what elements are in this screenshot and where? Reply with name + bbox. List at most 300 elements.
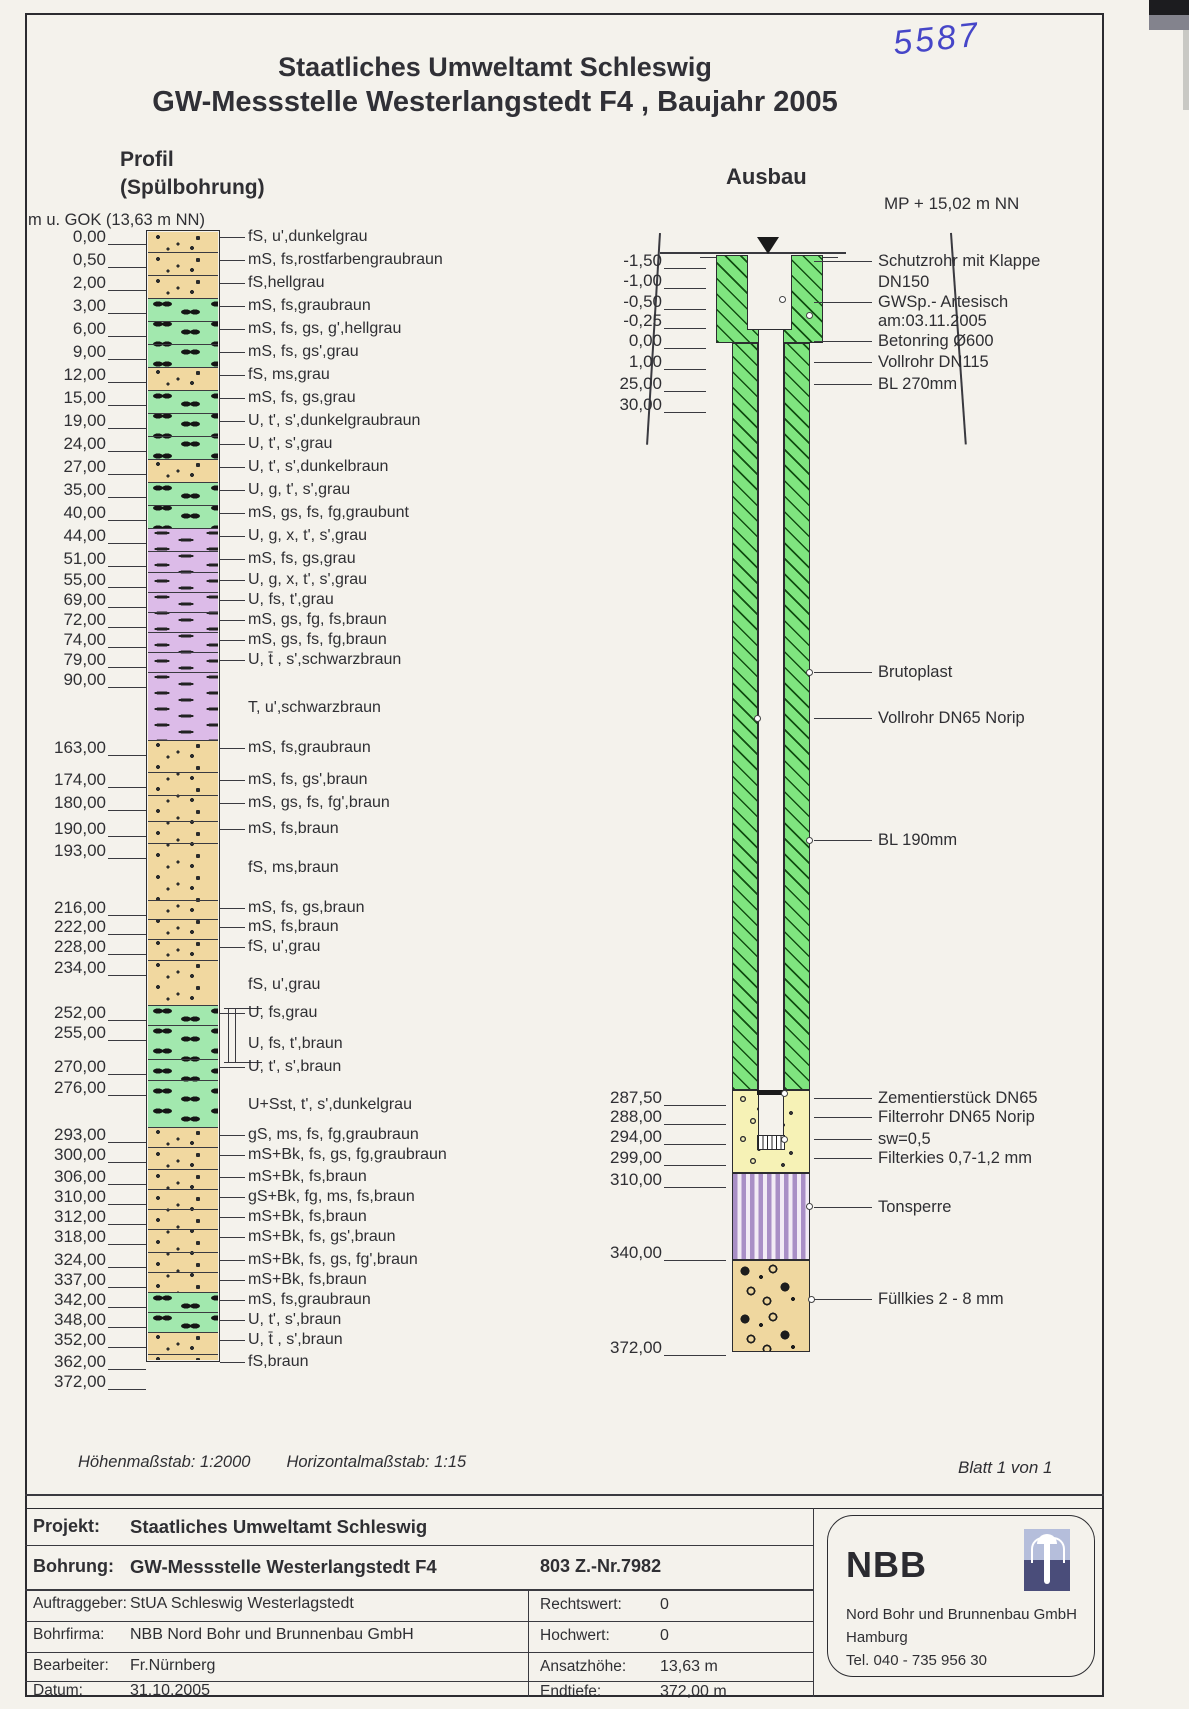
ausbau-annotation: GWSp.- Artesisch	[878, 293, 1009, 311]
profile-layer-boundary	[148, 459, 218, 460]
profile-layer-boundary	[148, 505, 218, 506]
profile-desc-leader	[220, 467, 245, 468]
profile-depth-leader	[108, 934, 146, 935]
profile-layer-boundary	[148, 919, 218, 920]
ausbau-depth-leader	[664, 1355, 726, 1356]
ausbau-annotation-leader	[814, 302, 872, 303]
ausbau-annotation-leader	[814, 362, 872, 363]
profile-depth-label: 3,00	[72, 296, 106, 315]
fountain-icon-stream-left	[1031, 1537, 1045, 1563]
ausbau-depth-label: -0,25	[623, 311, 662, 330]
ausbau-annotation: Vollrohr DN115	[878, 353, 989, 371]
profile-desc-leader	[220, 559, 245, 560]
profile-soil-desc: gS, ms, fs, fg,graubraun	[248, 1126, 419, 1143]
profile-depth-label: 310,00	[54, 1187, 106, 1206]
profile-soil-desc: mS, fs,braun	[248, 918, 339, 935]
profile-soil-desc: mS+Bk, fs, gs',braun	[248, 1228, 396, 1245]
ausbau-depth-label: 288,00	[610, 1107, 662, 1126]
ausbau-annotation: DN150	[878, 273, 930, 291]
fill-gravel-box	[732, 1260, 810, 1352]
profile-depth-label: 306,00	[54, 1167, 106, 1186]
profile-depth-leader	[108, 1142, 146, 1143]
profile-desc-leader	[220, 375, 245, 376]
profile-depth-leader	[108, 687, 146, 688]
profile-desc-leader	[220, 1135, 245, 1136]
ausbau-depth-leader	[664, 1165, 726, 1166]
profile-depth-leader	[108, 290, 146, 291]
profile-depth-leader	[108, 1244, 146, 1245]
profile-desc-leader	[220, 1237, 245, 1238]
info-extra: 803 Z.-Nr.7982	[540, 1556, 662, 1576]
profile-depth-leader	[108, 1204, 146, 1205]
profile-depth-leader	[108, 428, 146, 429]
profile-depth-label: 74,00	[63, 630, 106, 649]
profile-desc-leader	[220, 306, 245, 307]
profile-desc-leader	[220, 1067, 245, 1068]
profile-desc-leader	[220, 620, 245, 621]
leader-dot	[806, 669, 813, 676]
profile-depth-leader	[108, 382, 146, 383]
profile-layer-boundary	[148, 772, 218, 773]
profile-layer-boundary	[148, 740, 218, 741]
info-label: Auftraggeber:	[33, 1595, 127, 1612]
profile-depth-label: 372,00	[54, 1372, 106, 1391]
profile-layer-boundary	[148, 1059, 218, 1060]
profile-depth-leader	[108, 336, 146, 337]
profile-layer-boundary	[148, 592, 218, 593]
profile-soil-desc: U+Sst, t', s',dunkelgrau	[248, 1096, 412, 1113]
leader-dot	[754, 715, 761, 722]
leader-dot	[779, 296, 786, 303]
profile-layer-boundary	[148, 1080, 218, 1081]
ausbau-annotation-leader	[814, 718, 872, 719]
profile-layer-boundary	[148, 1332, 218, 1333]
info-right-label: Hochwert:	[540, 1627, 610, 1644]
profile-depth-leader	[108, 954, 146, 955]
profile-depth-label: 174,00	[54, 770, 106, 789]
profile-soil-desc: mS, fs, gs',braun	[248, 771, 368, 788]
info-value: Staatliches Umweltamt Schleswig	[130, 1516, 428, 1537]
ausbau-annotation: Betonring Ø600	[878, 332, 994, 350]
height-scale-note: Höhenmaßstab: 1:2000	[78, 1453, 251, 1471]
profile-depth-label: 300,00	[54, 1145, 106, 1164]
profile-depth-label: 12,00	[63, 365, 106, 384]
profile-depth-leader	[108, 1369, 146, 1370]
profile-depth-label: 234,00	[54, 958, 106, 977]
leader-dot	[781, 1136, 788, 1143]
profile-desc-leader	[220, 1197, 245, 1198]
info-right-value: 0	[660, 1627, 669, 1644]
ausbau-depth-leader	[664, 1105, 726, 1106]
ausbau-annotation: Vollrohr DN65 Norip	[878, 709, 1025, 727]
ausbau-depth-leader	[664, 309, 706, 310]
profile-layer-boundary	[148, 821, 218, 822]
leader-dot	[781, 1090, 788, 1097]
ausbau-annotation-leader	[814, 341, 872, 342]
ausbau-annotation: am:03.11.2005	[878, 312, 987, 330]
profile-soil-desc: mS, fs,rostfarbengraubraun	[248, 251, 443, 268]
profile-layer-boundary	[148, 652, 218, 653]
profile-layer-boundary	[148, 528, 218, 529]
profile-depth-label: 9,00	[72, 342, 106, 361]
profile-layer-boundary	[148, 390, 218, 391]
ausbau-annotation: Füllkies 2 - 8 mm	[878, 1290, 1004, 1308]
profile-depth-leader	[108, 244, 146, 245]
ausbau-annotation: Brutoplast	[878, 663, 953, 681]
profile-soil-desc: mS, fs,braun	[248, 820, 339, 837]
profile-desc-leader	[220, 1217, 245, 1218]
profile-depth-leader	[108, 1327, 146, 1328]
annular-seal-column-right	[784, 343, 810, 1090]
profile-layer-boundary	[148, 1252, 218, 1253]
profile-layer-boundary	[148, 572, 218, 573]
ausbau-annotation: Schutzrohr mit Klappe	[878, 252, 1041, 270]
profile-soil-desc: mS+Bk, fs, gs, fg',braun	[248, 1251, 418, 1268]
profile-layer-boundary	[148, 298, 218, 299]
ausbau-annotation: BL 270mm	[878, 375, 958, 393]
profile-depth-label: 40,00	[63, 503, 106, 522]
profile-depth-label: 293,00	[54, 1125, 106, 1144]
profile-depth-label: 228,00	[54, 937, 106, 956]
profile-column-border	[146, 230, 220, 1362]
profile-soil-desc: mS+Bk, fs,braun	[248, 1168, 367, 1185]
profile-soil-desc: mS, gs, fs, fg',braun	[248, 794, 390, 811]
profile-depth-leader	[108, 543, 146, 544]
profile-depth-label: 222,00	[54, 917, 106, 936]
ausbau-heading: Ausbau	[726, 164, 807, 189]
profile-soil-desc: U, fs,grau	[248, 1004, 318, 1021]
profile-depth-label: 337,00	[54, 1270, 106, 1289]
profile-soil-desc: U, t', s',dunkelgraubraun	[248, 412, 421, 429]
profile-soil-desc: U, g, t', s',grau	[248, 481, 351, 498]
scan-artifact-corner	[1149, 0, 1189, 15]
ausbau-depth-label: 1,00	[628, 352, 662, 371]
profile-soil-desc: fS, u',dunkelgrau	[248, 228, 368, 245]
profile-soil-desc: T, u',schwarzbraun	[248, 699, 381, 716]
ausbau-annotation: Zementierstück DN65	[878, 1089, 1038, 1107]
profile-layer-boundary	[148, 843, 218, 844]
clay-seal-box	[732, 1173, 810, 1260]
profile-soil-desc: mS+Bk, fs, gs, fg,graubraun	[248, 1146, 447, 1163]
profile-depth-leader	[108, 836, 146, 837]
profile-desc-leader	[220, 660, 245, 661]
profile-desc-leader	[220, 1320, 245, 1321]
profile-depth-leader	[108, 566, 146, 567]
profile-depth-leader	[108, 1040, 146, 1041]
profile-layer-boundary	[148, 482, 218, 483]
profile-depth-leader	[108, 1162, 146, 1163]
ausbau-annotation: sw=0,5	[878, 1130, 931, 1148]
profile-soil-desc: U, t', s',braun	[248, 1058, 342, 1075]
ausbau-depth-label: 299,00	[610, 1148, 662, 1167]
riser-pipe	[758, 330, 784, 1090]
profile-desc-leader	[220, 780, 245, 781]
profile-soil-desc: U, fs, t',grau	[248, 591, 334, 608]
profile-depth-leader	[108, 1287, 146, 1288]
profile-soil-desc: mS+Bk, fs,braun	[248, 1271, 367, 1288]
profile-desc-leader	[220, 803, 245, 804]
profile-depth-leader	[108, 607, 146, 608]
profile-desc-leader	[220, 1280, 245, 1281]
profile-depth-label: 55,00	[63, 570, 106, 589]
profile-layer-boundary	[148, 1312, 218, 1313]
profile-depth-leader	[108, 1095, 146, 1096]
profile-depth-label: 90,00	[63, 670, 106, 689]
profile-depth-leader	[108, 587, 146, 588]
profile-depth-label: 348,00	[54, 1310, 106, 1329]
profile-soil-desc: mS, fs, gs',grau	[248, 343, 359, 360]
profile-soil-desc: U, t̄ , s',braun	[248, 1331, 343, 1348]
info-label: Datum:	[33, 1682, 83, 1699]
info-value: 31.10.2005	[130, 1682, 211, 1699]
profile-layer-boundary	[148, 321, 218, 322]
profile-desc-leader	[220, 829, 245, 830]
profile-depth-leader	[108, 474, 146, 475]
profile-soil-desc: U, t', s',grau	[248, 435, 333, 452]
profile-soil-desc: fS,braun	[248, 1353, 309, 1370]
ausbau-annotation: Filterrohr DN65 Norip	[878, 1108, 1035, 1126]
profile-layer-boundary	[148, 275, 218, 276]
profile-depth-label: 255,00	[54, 1023, 106, 1042]
profile-depth-label: 0,50	[72, 250, 106, 269]
profile-depth-leader	[108, 497, 146, 498]
profile-soil-desc: U, t', s',braun	[248, 1311, 342, 1328]
profile-depth-leader	[108, 1020, 146, 1021]
profile-soil-desc: fS, ms,grau	[248, 366, 330, 383]
mp-elevation-label: MP + 15,02 m NN	[884, 194, 1020, 213]
profile-desc-leader	[220, 260, 245, 261]
profile-soil-desc: U, g, x, t', s',grau	[248, 527, 368, 544]
company-address-line1: Nord Bohr und Brunnenbau GmbH	[846, 1606, 1077, 1623]
profile-soil-desc: U, g, x, t', s',grau	[248, 571, 368, 588]
info-value: Fr.Nürnberg	[130, 1657, 216, 1674]
profile-desc-leader	[220, 536, 245, 537]
riser-pipe-lower	[758, 1095, 784, 1135]
profile-depth-label: 27,00	[63, 457, 106, 476]
profile-layer-boundary	[148, 900, 218, 901]
info-value: NBB Nord Bohr und Brunnenbau GmbH	[130, 1626, 414, 1643]
profile-depth-label: 276,00	[54, 1078, 106, 1097]
info-table-row-line	[25, 1621, 813, 1622]
profile-depth-leader	[108, 313, 146, 314]
ausbau-depth-label: 310,00	[610, 1170, 662, 1189]
ausbau-annotation-leader	[814, 384, 872, 385]
ausbau-depth-leader	[664, 369, 706, 370]
ausbau-annotation: Filterkies 0,7-1,2 mm	[878, 1149, 1033, 1167]
profile-depth-leader	[108, 755, 146, 756]
profile-depth-label: 19,00	[63, 411, 106, 430]
profile-soil-desc: mS, gs, fg, fs,braun	[248, 611, 387, 628]
profile-layer-boundary	[148, 632, 218, 633]
profile-depth-label: 163,00	[54, 738, 106, 757]
mp-marker-triangle	[757, 237, 779, 254]
profile-soil-desc: mS, fs,graubraun	[248, 739, 371, 756]
profile-depth-leader	[108, 520, 146, 521]
profile-depth-label: 180,00	[54, 793, 106, 812]
ausbau-annotation-leader	[814, 1098, 872, 1099]
ausbau-depth-label: -1,50	[623, 251, 662, 270]
profile-desc-leader	[220, 1177, 245, 1178]
horizontal-scale-note: Horizontalmaßstab: 1:15	[286, 1453, 467, 1471]
info-table-row-line	[25, 1652, 813, 1653]
info-right-label: Ansatzhöhe:	[540, 1658, 627, 1675]
profile-desc-leader	[220, 352, 245, 353]
profile-layer-boundary	[148, 1354, 218, 1355]
info-table-row-line	[25, 1545, 813, 1546]
profile-desc-leader	[220, 490, 245, 491]
info-right-value: 372,00 m	[660, 1683, 727, 1700]
profile-desc-leader	[220, 283, 245, 284]
profile-desc-leader	[220, 421, 245, 422]
profile-soil-desc: mS, fs, gs,grau	[248, 389, 356, 406]
profile-desc-leader	[220, 580, 245, 581]
profile-desc-leader	[220, 237, 245, 238]
profile-desc-leader	[220, 329, 245, 330]
profile-depth-leader	[108, 451, 146, 452]
profile-layer-boundary	[148, 612, 218, 613]
profile-depth-leader	[108, 858, 146, 859]
protective-cap-line	[660, 252, 846, 254]
profile-desc-leader	[220, 398, 245, 399]
profile-depth-leader	[108, 915, 146, 916]
company-logo-box	[827, 1515, 1095, 1677]
profile-depth-label: 193,00	[54, 841, 106, 860]
profile-layer-boundary	[148, 1292, 218, 1293]
profile-soil-desc: U, t', s',dunkelbraun	[248, 458, 389, 475]
profile-depth-label: 362,00	[54, 1352, 106, 1371]
profile-desc-leader	[220, 513, 245, 514]
profile-desc-leader	[220, 1260, 245, 1261]
profile-desc-leader	[220, 1340, 245, 1341]
info-label: Bohrfirma:	[33, 1626, 105, 1643]
ausbau-annotation-leader	[814, 1207, 872, 1208]
sample-interval-marker	[235, 1008, 236, 1062]
profile-depth-label: 35,00	[63, 480, 106, 499]
profile-layer-boundary	[148, 1209, 218, 1210]
profile-desc-leader	[220, 927, 245, 928]
info-table-col-divider	[528, 1589, 529, 1697]
ausbau-depth-label: -1,00	[623, 271, 662, 290]
company-phone: Tel. 040 - 735 956 30	[846, 1652, 987, 1669]
ausbau-depth-leader	[664, 1187, 726, 1188]
info-value: StUA Schleswig Westerlagstedt	[130, 1595, 354, 1612]
profile-desc-leader	[220, 947, 245, 948]
profile-depth-label: 190,00	[54, 819, 106, 838]
profile-soil-desc: mS, fs, gs,braun	[248, 899, 365, 916]
profile-desc-leader	[220, 1300, 245, 1301]
profile-desc-leader	[220, 640, 245, 641]
scan-artifact-corner-shadow	[1149, 15, 1189, 30]
info-table-row-line	[25, 1589, 813, 1591]
footer-separator-line	[25, 1494, 1104, 1496]
ausbau-annotation: BL 190mm	[878, 831, 958, 849]
profile-layer-boundary	[148, 1189, 218, 1190]
ausbau-depth-label: 372,00	[610, 1338, 662, 1357]
profile-depth-label: 24,00	[63, 434, 106, 453]
info-right-label: Rechtswert:	[540, 1596, 622, 1613]
profile-desc-leader	[220, 748, 245, 749]
profile-layer-boundary	[148, 1005, 218, 1006]
profile-soil-desc: mS, fs,graubraun	[248, 297, 371, 314]
ausbau-depth-leader	[664, 1144, 726, 1145]
sheet-number: Blatt 1 von 1	[958, 1458, 1053, 1477]
profile-depth-label: 44,00	[63, 526, 106, 545]
scan-artifact-edge	[1183, 30, 1189, 110]
profile-depth-leader	[108, 810, 146, 811]
ausbau-annotation-leader	[814, 672, 872, 673]
leader-dot	[806, 1203, 813, 1210]
ausbau-annotation-leader	[814, 1117, 872, 1118]
profile-layer-boundary	[148, 795, 218, 796]
profile-depth-leader	[108, 1389, 146, 1390]
profile-depth-label: 79,00	[63, 650, 106, 669]
info-label: Bearbeiter:	[33, 1657, 109, 1674]
leader-dot	[806, 312, 813, 319]
profile-layer-boundary	[148, 672, 218, 673]
ausbau-depth-leader	[664, 391, 706, 392]
profile-desc-leader	[220, 908, 245, 909]
profile-layer-boundary	[148, 1127, 218, 1128]
profile-layer-boundary	[148, 252, 218, 253]
ausbau-depth-label: 25,00	[619, 374, 662, 393]
profile-layer-boundary	[148, 344, 218, 345]
profile-soil-desc: mS, gs, fs, fg,graubunt	[248, 504, 409, 521]
profile-depth-leader	[108, 975, 146, 976]
profile-depth-label: 72,00	[63, 610, 106, 629]
profile-desc-leader	[220, 1362, 245, 1363]
company-address-line2: Hamburg	[846, 1629, 908, 1646]
profile-layer-boundary	[148, 436, 218, 437]
handwritten-number: 5587	[891, 15, 983, 63]
profile-desc-leader	[220, 1155, 245, 1156]
profile-layer-boundary	[148, 1025, 218, 1026]
sample-interval-marker	[228, 1008, 229, 1062]
page-title: Staatliches Umweltamt Schleswig	[278, 52, 712, 82]
profile-depth-leader	[108, 1184, 146, 1185]
profile-depth-leader	[108, 405, 146, 406]
profile-depth-label: 318,00	[54, 1227, 106, 1246]
page-subtitle: GW-Messstelle Westerlangstedt F4 , Baujahr 2005	[152, 86, 838, 118]
profile-depth-leader	[108, 1074, 146, 1075]
profile-unit-label: m u. GOK (13,63 m NN)	[28, 211, 205, 229]
ausbau-depth-label: -0,50	[623, 292, 662, 311]
info-right-value: 13,63 m	[660, 1658, 718, 1675]
ausbau-annotation-leader	[814, 261, 872, 262]
info-label: Bohrung:	[33, 1556, 114, 1576]
profile-soil-desc: fS,hellgrau	[248, 274, 325, 291]
ausbau-depth-label: 287,50	[610, 1088, 662, 1107]
ausbau-annotation: Tonsperre	[878, 1198, 952, 1216]
profile-depth-leader	[108, 1224, 146, 1225]
profile-soil-desc: mS, fs, gs,grau	[248, 550, 356, 567]
profile-soil-desc: U, t̄ , s',schwarzbraun	[248, 651, 402, 668]
profile-layer-boundary	[148, 1147, 218, 1148]
profile-heading-sub: (Spülbohrung)	[120, 176, 265, 199]
profile-soil-desc: mS, fs,graubraun	[248, 1291, 371, 1308]
profile-layer-boundary	[148, 367, 218, 368]
profile-depth-label: 252,00	[54, 1003, 106, 1022]
profile-depth-label: 342,00	[54, 1290, 106, 1309]
info-label: Projekt:	[33, 1516, 101, 1536]
profile-depth-leader	[108, 1347, 146, 1348]
profile-layer-boundary	[148, 1229, 218, 1230]
ausbau-depth-label: 340,00	[610, 1243, 662, 1262]
profile-layer-boundary	[148, 551, 218, 552]
profile-depth-leader	[108, 667, 146, 668]
profile-soil-desc: mS, gs, fs, fg,braun	[248, 631, 387, 648]
ausbau-depth-label: 294,00	[610, 1127, 662, 1146]
profile-depth-label: 270,00	[54, 1057, 106, 1076]
